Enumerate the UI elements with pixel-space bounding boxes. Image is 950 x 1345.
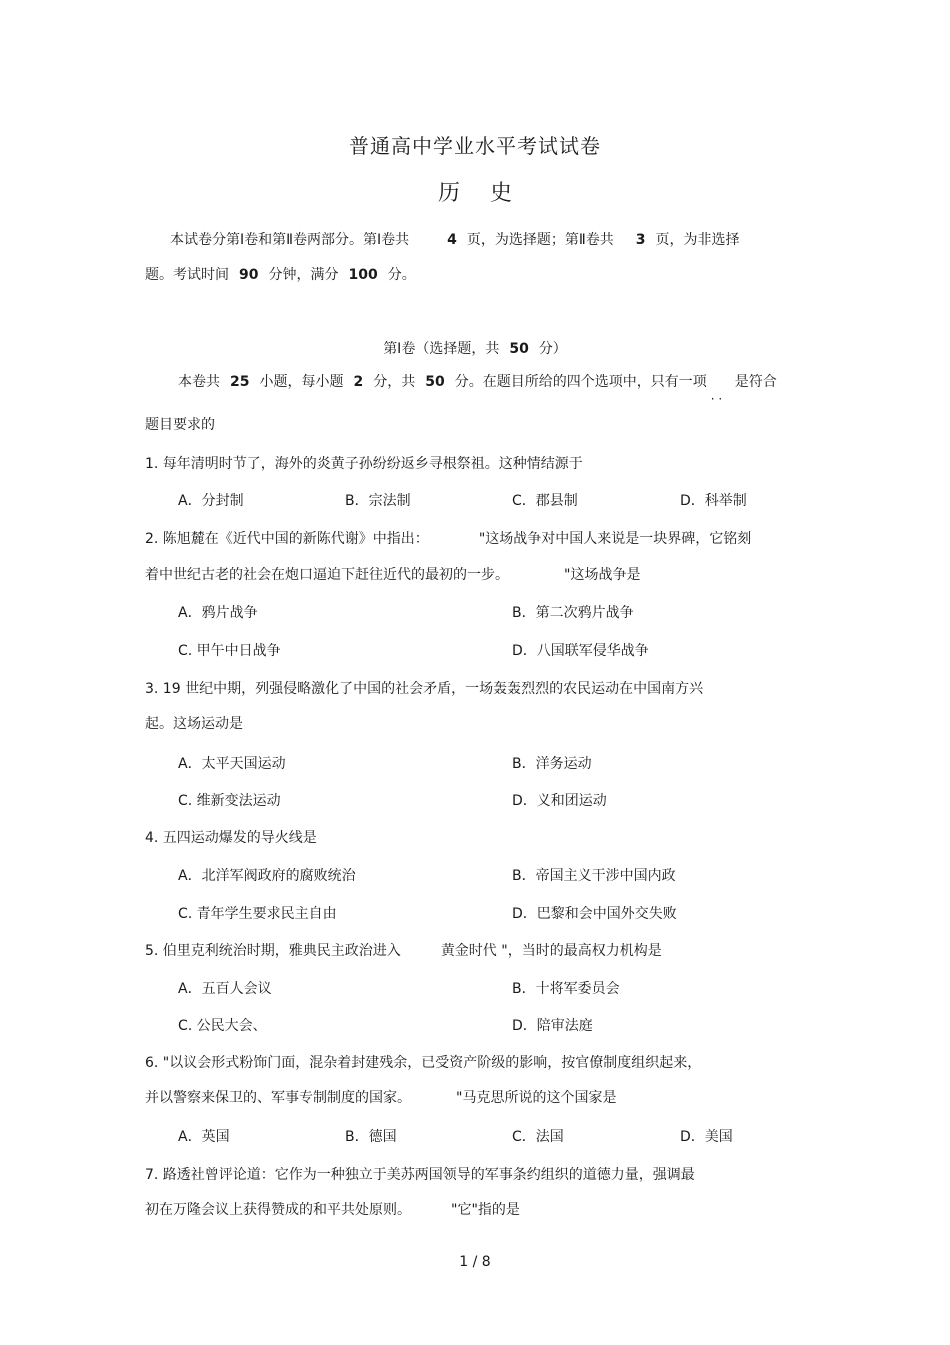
intro-text: 分。 bbox=[387, 267, 416, 283]
question-5-option-b: B．十将军委员会 bbox=[512, 981, 620, 997]
intro-line-2 bbox=[145, 264, 416, 284]
section-score: 50 bbox=[509, 341, 529, 357]
question-3-stem: 3. 19 世纪中期，列强侵略激化了中国的社会矛盾，一场轰轰烈烈的农民运动在中国南方兴 bbox=[145, 681, 704, 697]
intro-pages-2: 3 bbox=[635, 232, 646, 248]
question-3-option-a: A．太平天国运动 bbox=[178, 756, 286, 772]
question-3-option-d: D．义和团运动 bbox=[512, 793, 607, 809]
section-heading-text: 第Ⅰ卷（选择题，共 bbox=[383, 341, 500, 357]
question-1-option-d: D．科举制 bbox=[680, 493, 747, 509]
question-4-option-b: B．帝国主义干涉中国内政 bbox=[512, 868, 676, 884]
intro-text: 页，为选择题；第Ⅱ卷共 bbox=[466, 232, 614, 248]
question-count: 25 bbox=[230, 374, 250, 390]
question-5-stem bbox=[145, 940, 662, 960]
instr-text: 分。在题目所给的四个选项中，只有一项 bbox=[454, 374, 707, 390]
question-5-option-d: D．陪审法庭 bbox=[512, 1018, 593, 1034]
question-3-option-c: C. 维新变法运动 bbox=[178, 793, 281, 809]
question-6-option-d: D．美国 bbox=[680, 1129, 733, 1145]
question-6-option-a: A．英国 bbox=[178, 1129, 230, 1145]
stem-text: "这场战争对中国人来说是一块界碑，它铭刻 bbox=[478, 531, 752, 547]
instr-text: 小题，每小题 bbox=[259, 374, 344, 390]
exam-title: 普通高中学业水平考试试卷 bbox=[349, 134, 601, 158]
stem-text: 初在万隆会议上获得赞成的和平共处原则。 bbox=[145, 1202, 411, 1218]
question-4-stem: 4. 五四运动爆发的导火线是 bbox=[145, 830, 317, 846]
stem-text: 5. 伯里克利统治时期，雅典民主政治进入 bbox=[145, 943, 401, 959]
question-3-option-b: B．洋务运动 bbox=[512, 756, 592, 772]
question-5-option-a: A．五百人会议 bbox=[178, 981, 272, 997]
intro-line-1 bbox=[170, 229, 740, 249]
section-heading bbox=[0, 338, 950, 358]
question-6-option-c: C．法国 bbox=[512, 1129, 564, 1145]
section-instructions bbox=[178, 371, 777, 391]
question-7-stem: 7. 路透社曾评论道：它作为一种独立于美苏两国领导的军事条约组织的道德力量，强调最 bbox=[145, 1167, 695, 1183]
points-each: 2 bbox=[353, 374, 364, 390]
subject-title: 历史 bbox=[437, 181, 542, 206]
question-2-option-c: C. 甲午中日战争 bbox=[178, 643, 281, 659]
intro-text: 题。考试时间 bbox=[145, 267, 229, 283]
question-4-option-d: D．巴黎和会中国外交失败 bbox=[512, 906, 677, 922]
question-1-stem: 1. 每年清明时节了，海外的炎黄子孙纷纷返乡寻根祭祖。这种情结源于 bbox=[145, 456, 583, 472]
question-2-option-d: D．八国联军侵华战争 bbox=[512, 643, 649, 659]
section-instructions-line-2: 题目要求的 bbox=[145, 417, 215, 433]
intro-text: 分钟，满分 bbox=[268, 267, 339, 283]
instr-text: 分，共 bbox=[373, 374, 416, 390]
stem-text: "这场战争是 bbox=[564, 567, 641, 583]
question-6-option-b: B．德国 bbox=[345, 1129, 397, 1145]
question-1-option-c: C．郡县制 bbox=[512, 493, 578, 509]
intro-text: 本试卷分第Ⅰ卷和第Ⅱ卷两部分。第Ⅰ卷共 bbox=[170, 232, 410, 248]
question-2-option-b: B．第二次鸦片战争 bbox=[512, 605, 634, 621]
question-7-stem-line-2 bbox=[145, 1199, 520, 1219]
stem-text: "它"指的是 bbox=[451, 1202, 520, 1218]
question-2-stem-line-2 bbox=[145, 564, 640, 584]
question-2-stem bbox=[145, 528, 751, 548]
section-heading-text: 分） bbox=[538, 341, 567, 357]
question-1-option-a: A．分封制 bbox=[178, 493, 244, 509]
question-3-stem-line-2: 起。这场运动是 bbox=[145, 716, 243, 732]
stem-text: 并以警察来保卫的、军事专制制度的国家。 bbox=[145, 1090, 411, 1106]
question-4-option-c: C. 青年学生要求民主自由 bbox=[178, 906, 337, 922]
stem-text: "马克思所说的这个国家是 bbox=[456, 1090, 617, 1106]
page-number: 1 / 8 bbox=[459, 1254, 491, 1270]
full-score: 100 bbox=[348, 267, 378, 283]
question-2-option-a: A．鸦片战争 bbox=[178, 605, 258, 621]
question-6-stem: 6. "以议会形式粉饰门面，混杂着封建残余，已受资产阶级的影响，按官僚制度组织起来， bbox=[145, 1055, 702, 1071]
question-6-stem-line-2 bbox=[145, 1087, 616, 1107]
question-4-option-a: A．北洋军阀政府的腐败统治 bbox=[178, 868, 356, 884]
stem-text: 2. 陈旭麓在《近代中国的新陈代谢》中指出： bbox=[145, 531, 429, 547]
points-total: 50 bbox=[425, 374, 445, 390]
instr-text: 是符合 bbox=[734, 374, 777, 390]
stem-text: 着中世纪古老的社会在炮口逼迫下赶往近代的最初的一步。 bbox=[145, 567, 509, 583]
intro-pages-1: 4 bbox=[447, 232, 457, 248]
instr-text: 本卷共 bbox=[178, 374, 220, 390]
intro-text: 页，为非选择 bbox=[655, 232, 740, 248]
question-1-option-b: B．宗法制 bbox=[345, 493, 411, 509]
question-5-option-c: C. 公民大会、 bbox=[178, 1018, 267, 1034]
stem-text: 黄金时代 "，当时的最高权力机构是 bbox=[440, 943, 662, 959]
exam-time: 90 bbox=[239, 267, 259, 283]
